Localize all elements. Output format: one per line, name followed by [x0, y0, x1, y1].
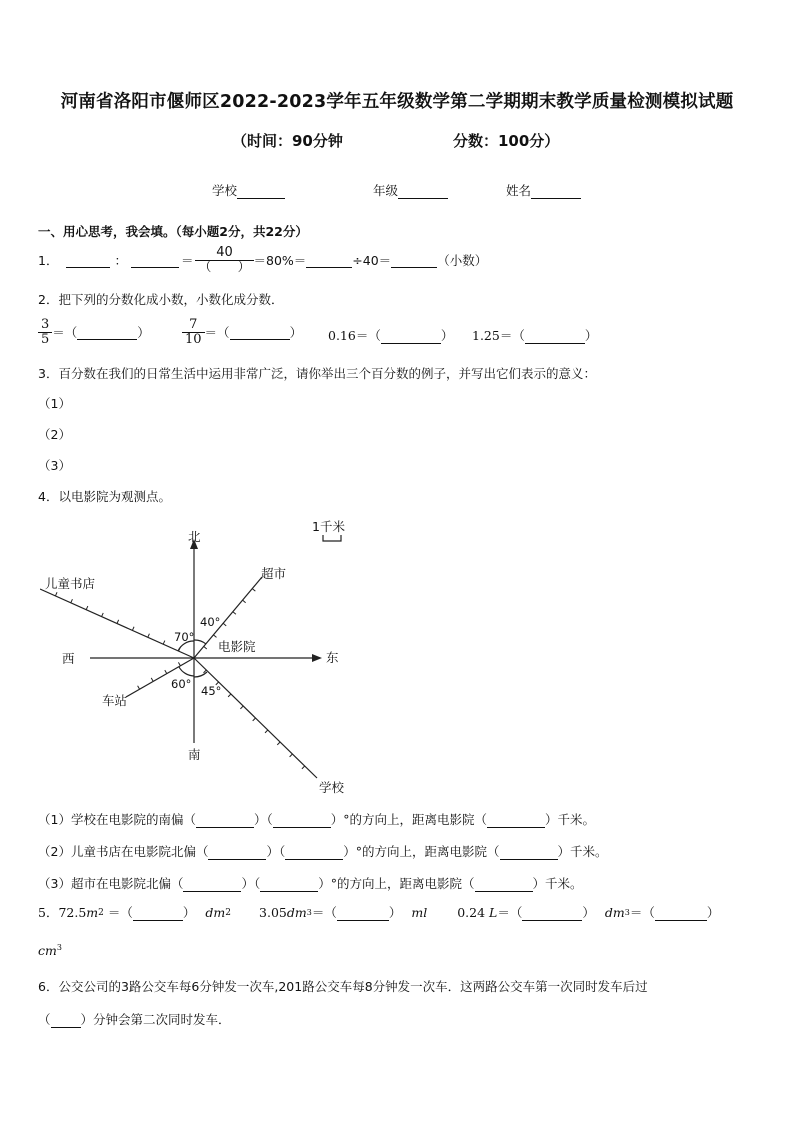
- question-4: 4．以电影院为观测点。: [38, 489, 171, 504]
- ray-tick: [117, 620, 119, 624]
- q3-answer-2[interactable]: （2）: [38, 427, 71, 442]
- q1-div: ÷40＝: [352, 252, 392, 268]
- q4-sub-3-blank-2[interactable]: [260, 877, 318, 892]
- ray-tick: [213, 635, 216, 638]
- arc-station: [179, 667, 194, 676]
- q4-sub-2-d: ）千米。: [557, 844, 608, 859]
- label-angle-market: 40°: [200, 615, 221, 629]
- q5-eq-4: ＝（: [629, 905, 655, 920]
- label-station: 车站: [102, 693, 128, 708]
- q6-line-2: [38, 1012, 231, 1028]
- q2-frac-2-num: 7: [189, 317, 198, 332]
- q5-blank-1[interactable]: [133, 906, 183, 921]
- q3-answer-1[interactable]: （1）: [38, 396, 71, 411]
- school-blank[interactable]: [237, 184, 285, 199]
- q6-open: （: [38, 1012, 51, 1027]
- q4-sub-3-a: （3）超市在电影院北偏（: [38, 876, 184, 891]
- q1-middle: ＝80%＝: [253, 252, 307, 268]
- q5-eq-3: ＝（: [497, 905, 523, 920]
- ray-tick: [86, 606, 88, 610]
- exam-time: （时间：90分钟: [232, 132, 343, 150]
- q4-sub-3-blank-3[interactable]: [475, 877, 533, 892]
- q4-sub-1-blank-3[interactable]: [487, 813, 545, 828]
- q5-blank-3[interactable]: [522, 906, 582, 921]
- label-center: 电影院: [218, 639, 256, 654]
- label-scale: 1千米: [312, 519, 345, 534]
- q3-answer-3[interactable]: （3）: [38, 458, 71, 473]
- label-angle-bookstore: 70°: [174, 630, 195, 644]
- q1-tail: （小数）: [437, 252, 488, 268]
- q1-blank-3[interactable]: [306, 253, 352, 268]
- q4-sub-1-b: ）（: [253, 812, 273, 827]
- name-field[interactable]: [506, 181, 581, 199]
- q4-sub-3: [38, 876, 583, 892]
- label-angle-station: 60°: [171, 677, 192, 691]
- q4-sub-1-a: （1）学校在电影院的南偏（: [38, 812, 196, 827]
- q4-sub-1-c: ）°的方向上，距离电影院（: [330, 812, 487, 827]
- q5-unit-l: L: [489, 905, 498, 920]
- q5-sup-3: 3: [306, 908, 312, 917]
- q1-eq: ＝: [180, 252, 194, 268]
- direction-diagram: [40, 515, 370, 805]
- q4-sub-3-blank-1[interactable]: [183, 877, 241, 892]
- q5-value-1: 5．72.5: [38, 905, 87, 920]
- label-bookstore: 儿童书店: [45, 576, 96, 591]
- q1-blank-2[interactable]: [131, 253, 179, 268]
- q1-frac-num: 40: [216, 245, 233, 260]
- q5-close-4: ）: [706, 905, 720, 920]
- q1-colon: ：: [114, 252, 127, 268]
- q5-close-1: ）: [182, 905, 196, 920]
- q2-item-3-close: ）: [440, 328, 454, 343]
- q2-frac-2-den: 10: [182, 332, 205, 347]
- q5-unit-m2: m: [86, 905, 99, 920]
- q2-frac-1-num: 3: [41, 317, 50, 332]
- q5-blank-4[interactable]: [655, 906, 707, 921]
- ray-tick: [252, 589, 255, 592]
- q2-item-2: [182, 318, 302, 347]
- q6-blank[interactable]: [51, 1013, 81, 1028]
- q1-fraction: [195, 246, 253, 275]
- ray-tick: [233, 612, 236, 615]
- q4-sub-2-c: ）°的方向上，距离电影院（: [343, 844, 500, 859]
- q2-item-4-close: ）: [584, 328, 598, 343]
- q4-sub-1-blank-1[interactable]: [196, 813, 254, 828]
- name-blank[interactable]: [531, 184, 581, 199]
- q4-sub-3-b: ）（: [241, 876, 261, 891]
- q2-item-4-label: 1.25＝（: [472, 328, 525, 343]
- q5-sup-2: 2: [225, 908, 232, 918]
- arc-school: [194, 672, 207, 677]
- ray-tick: [102, 613, 104, 617]
- q2-item-1-eq: ＝（: [52, 324, 78, 340]
- question-6: 6．公交公司的3路公交车每6分钟发一次车,201路公交车每8分钟发一次车．这两路公交车第一次同时发车后过: [38, 979, 648, 994]
- ray-tick: [302, 766, 305, 769]
- label-market: 超市: [261, 566, 287, 581]
- ray-tick: [240, 706, 243, 709]
- q4-sub-1-blank-2[interactable]: [273, 813, 331, 828]
- q5-sup-4: 3: [624, 908, 630, 917]
- ray-tick: [277, 742, 280, 745]
- q1-blank-1[interactable]: [66, 253, 110, 268]
- label-west: 西: [62, 651, 75, 666]
- question-1: [38, 246, 487, 275]
- q5-unit-dm3-b: dm: [604, 905, 625, 920]
- q2-frac-1-den: 5: [38, 332, 52, 347]
- question-5: [38, 905, 719, 921]
- label-east: 东: [326, 650, 339, 665]
- east-arrow: [312, 654, 322, 662]
- q5-sup-1: 2: [98, 908, 104, 918]
- ray-tick: [163, 641, 165, 645]
- q5-sup-5: 3: [56, 943, 62, 952]
- ray-tick: [178, 662, 180, 665]
- q5-close-3: ）: [582, 905, 595, 920]
- q4-sub-1: [38, 812, 595, 828]
- ray-tick: [223, 623, 226, 626]
- ray-tick: [138, 686, 140, 689]
- q5-eq-1: ＝（: [107, 905, 133, 920]
- q2-item-1: [38, 318, 150, 347]
- q4-sub-3-c: ）°的方向上，距离电影院（: [318, 876, 475, 891]
- question-2: 2．把下列的分数化成小数，小数化成分数．: [38, 292, 284, 307]
- label-north: 北: [188, 529, 201, 544]
- q4-sub-2-blank-1[interactable]: [208, 845, 266, 860]
- label-school: 学校: [319, 780, 345, 795]
- school-field[interactable]: [212, 181, 285, 199]
- label-angle-school: 45°: [201, 684, 222, 698]
- q4-sub-2-b: ）（: [266, 844, 286, 859]
- q5-close-2: ）: [388, 905, 402, 920]
- ray-tick: [55, 592, 57, 596]
- q1-frac-den[interactable]: （ ）: [195, 260, 253, 275]
- ray-tick: [204, 646, 207, 649]
- exam-score: 分数：100分）: [453, 132, 560, 150]
- q2-blank-1[interactable]: [77, 325, 137, 340]
- q4-sub-1-d: ）千米。: [545, 812, 596, 827]
- q4-sub-2-blank-3[interactable]: [500, 845, 558, 860]
- q5-unit-dm2: dm: [205, 905, 226, 920]
- q2-frac-1: [38, 318, 52, 347]
- grade-blank[interactable]: [398, 184, 448, 199]
- grade-label: 年级: [373, 183, 399, 198]
- q5-blank-2[interactable]: [337, 906, 389, 921]
- q4-sub-2: [38, 844, 608, 860]
- q2-item-3: [328, 328, 453, 344]
- q4-sub-2-a: （2）儿童书店在电影院北偏（: [38, 844, 209, 859]
- arc-market: [194, 640, 206, 644]
- grade-field[interactable]: [373, 181, 448, 199]
- ray-tick: [71, 599, 73, 603]
- q5-unit-dm3: dm: [286, 905, 307, 920]
- scale-bar: [323, 535, 341, 541]
- q5-unit-cm3: cm: [38, 943, 57, 959]
- section-heading: 一、用心思考，我会填。（每小题2分，共22分）: [38, 224, 308, 239]
- page-title: 河南省洛阳市偃师区2022-2023学年五年级数学第二学期期末教学质量检测模拟试题: [60, 92, 734, 112]
- ray-tick: [265, 730, 268, 733]
- q5-unit-ml: ml: [411, 905, 428, 920]
- q2-item-2-close: ）: [289, 324, 303, 340]
- q2-blank-3[interactable]: [381, 329, 441, 344]
- ray-tick: [253, 718, 256, 721]
- q5-value-3: 0.24: [457, 905, 486, 920]
- q1-number: 1．: [38, 252, 59, 268]
- ray-tick: [228, 694, 231, 697]
- q5-eq-2: ＝（: [311, 905, 337, 920]
- q2-blank-4[interactable]: [525, 329, 585, 344]
- school-label: 学校: [212, 183, 238, 198]
- q5-cm3-line: [38, 940, 62, 959]
- ray-tick: [132, 627, 134, 631]
- q1-blank-4[interactable]: [391, 253, 437, 268]
- question-3: 3．百分数在我们的日常生活中运用非常广泛，请你举出三个百分数的例子，并写出它们表示的意义：: [38, 366, 596, 381]
- q2-frac-2: [182, 318, 205, 347]
- label-south: 南: [188, 747, 201, 762]
- q2-blank-2[interactable]: [230, 325, 290, 340]
- ray-tick: [151, 678, 153, 681]
- q2-item-2-eq: ＝（: [204, 324, 230, 340]
- q2-item-4: [472, 328, 597, 344]
- q4-sub-2-blank-2[interactable]: [285, 845, 343, 860]
- ray-tick: [165, 670, 167, 673]
- name-label: 姓名: [506, 183, 532, 198]
- q2-item-3-label: 0.16＝（: [328, 328, 381, 343]
- q5-value-2: 3.05: [259, 905, 287, 920]
- ray-tick: [243, 600, 246, 603]
- q6-rest: ）分钟会第二次同时发车．: [80, 1012, 231, 1027]
- q4-sub-3-d: ）千米。: [532, 876, 583, 891]
- q2-item-1-close: ）: [137, 324, 150, 340]
- ray-tick: [290, 754, 293, 757]
- ray-tick: [148, 634, 150, 638]
